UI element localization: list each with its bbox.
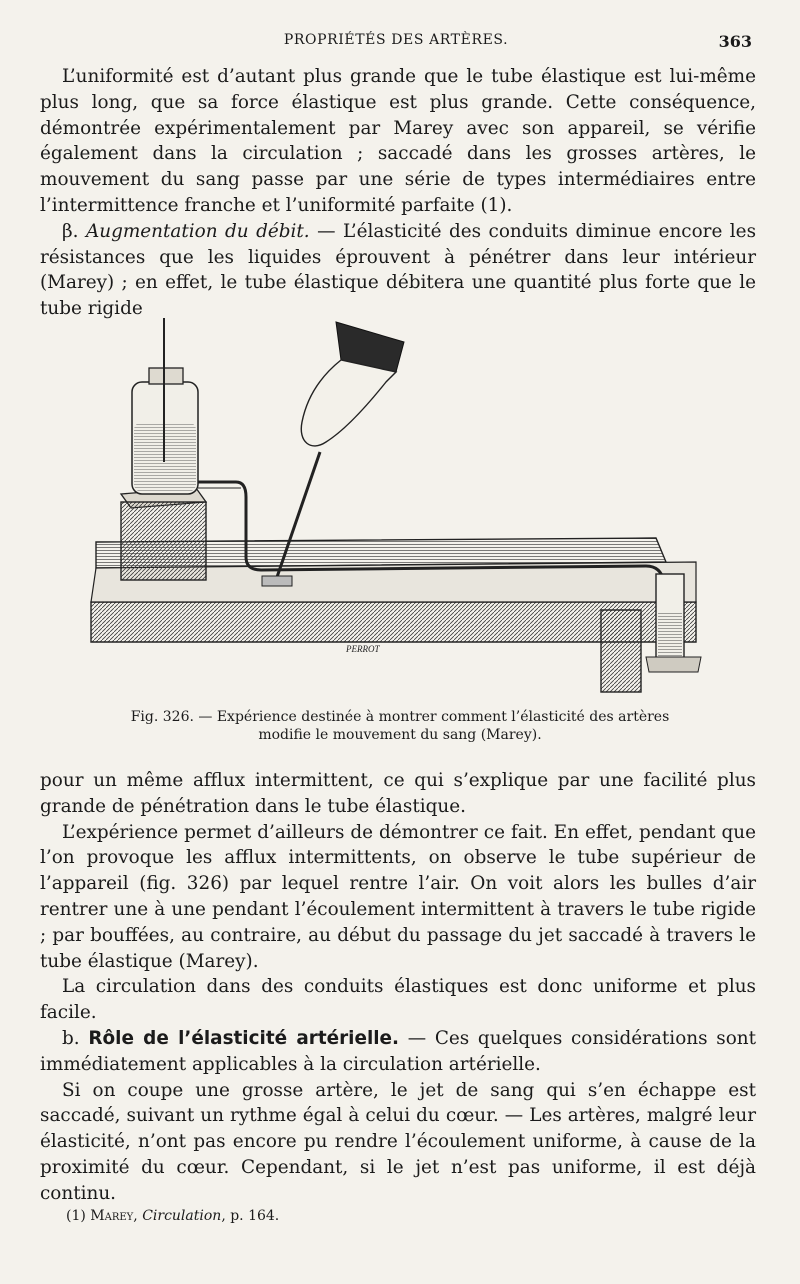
figure-caption [100,708,700,744]
paragraph-experience: L’expérience permet d’ailleurs de démontrer ce fait. En effet, pendant que l’on provoque les afflux intermittents, on observe le tube supérieur de l’appareil (fig. 326) par lequel rentre l’air. On voit alors les bulles d’air rentrer une à une pendant l’écoulement intermittent à travers le tube rigide ; par bouffées, au contraire, au début du passage du jet saccadé à travers le tube élastique (Marey). [40,821,756,972]
paragraph-augmentation-debit [40,219,756,322]
figure-326-illustration [86,312,716,698]
paragraph-uniformite: L’uniformité est d’autant plus grande que le tube élastique est lui-même plus long, que sa force élastique est plus grande. Cette conséquence, démontrée expérimentalement par Marey avec son appareil, se vérifie également dans la circulation ; saccadé dans les grosses artères, le mouvement du sang passe par une série de types intermédiaires entre l’intermittence franche et l’uniformité parfaite (1). [40,66,756,216]
paragraph-marker: β. [62,220,86,242]
paragraph-body: — Ces quelques considérations sont immédiatement applicables à la circulation artérielle. [40,1027,756,1075]
caption-line-1: Fig. 326. — Expérience destinée à montrer comment l’élasticité des artères [130,709,670,725]
paragraph-body: — L’élasticité des conduits diminue encore les résistances que les liquides éprouvent à pénétrer dans leur intérieur (Marey) ; en effet, le tube élastique débitera une quantité plus forte que le tube rigide [40,220,757,320]
page-header [40,32,752,54]
running-title: PROPRIÉTÉS DES ARTÈRES. [283,32,509,48]
section-heading-role: Rôle de l’élasticité artérielle. [88,1027,400,1049]
paragraph-role-elasticite [40,1026,756,1078]
footnote-author: Marey [90,1208,134,1224]
paragraph-grosse-artere: Si on coupe une grosse artère, le jet de sang qui s’en échappe est saccadé, suivant un rythme égal à celui du cœur. — Les artères, malgré leur élasticité, n’ont pas encore pu rendre l’écoulement uniforme, à cause de la proximité du cœur. Cependant, si le jet n’est pas uniforme, il est déjà continu. [40,1079,756,1204]
footnote: (1) Marey, Circulation, p. 164. [66,1208,280,1224]
footnote-marker: (1) [66,1208,91,1224]
paragraph-continuation: pour un même afflux intermittent, ce qui s’explique par une facilité plus grande de pénétration dans le tube élastique. [40,770,756,817]
footnote-rest: , p. 164. [221,1208,280,1224]
paragraph-circulation: La circulation dans des conduits élastiques est donc uniforme et plus facile. [40,976,756,1024]
text-block-top [40,64,756,322]
caption-line-2: modifie le mouvement du sang (Marey). [258,727,542,743]
text-block-bottom [40,768,756,1207]
wooden-block-shape [121,488,206,580]
section-heading-augmentation: Augmentation du débit. [85,220,310,242]
glass-jar-shape [132,318,198,494]
paragraph-marker: b. [62,1027,89,1049]
engraver-signature: PERROT [346,644,380,654]
page-number: 363 [718,32,752,51]
footnote-title: Circulation [142,1208,222,1224]
